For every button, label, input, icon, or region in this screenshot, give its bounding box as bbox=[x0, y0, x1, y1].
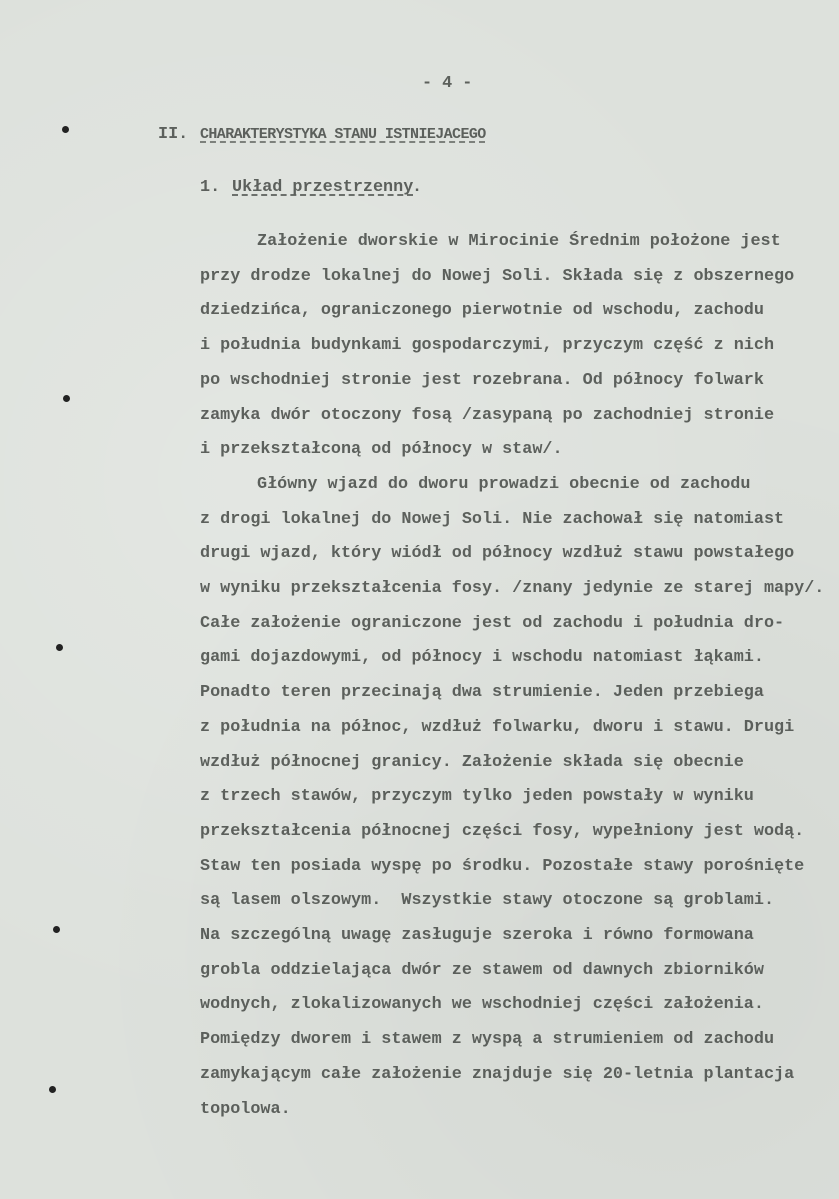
margin-mark bbox=[56, 644, 63, 651]
text-line: Założenie dworskie w Mirocinie Średnim położone jest bbox=[257, 232, 781, 251]
text-line: gami dojazdowymi, od północy i wschodu natomiast łąkami. bbox=[200, 648, 764, 668]
text-line: topolowa. bbox=[200, 1099, 291, 1119]
margin-mark bbox=[53, 926, 60, 933]
subsection-period: . bbox=[412, 178, 423, 197]
margin-mark bbox=[63, 395, 70, 402]
subsection-title: Układ przestrzenny bbox=[232, 178, 414, 197]
text-line: wodnych, zlokalizowanych we wschodniej części założenia. bbox=[200, 995, 764, 1015]
page-number: - 4 - bbox=[422, 74, 473, 93]
text-line: i południa budynkami gospodarczymi, przyczym część z nich bbox=[200, 336, 775, 356]
text-line: przekształcenia północnej części fosy, wypełniony jest wodą. bbox=[200, 821, 805, 841]
text-line: Ponadto teren przecinają dwa strumienie. Jeden przebiega bbox=[200, 683, 764, 703]
text-line: przy drodze lokalnej do Nowej Soli. Składa się z obszernego bbox=[200, 266, 795, 286]
subsection-number: 1. bbox=[200, 178, 221, 197]
text-line: zamyka dwór otoczony fosą /zasypaną po zachodniej stronie bbox=[200, 405, 775, 425]
text-line: po wschodniej stronie jest rozebrana. Od północy folwark bbox=[200, 370, 764, 390]
text-line: z trzech stawów, przyczym tylko jeden powstały w wyniku bbox=[200, 787, 754, 807]
text-line: w wyniku przekształcenia fosy. /znany jedynie ze starej mapy/. bbox=[200, 579, 825, 598]
section-number: II. bbox=[158, 125, 189, 144]
text-line: Pomiędzy dworem i stawem z wyspą a strumieniem od zachodu bbox=[200, 1030, 775, 1050]
text-line: dziedzińca, ograniczonego pierwotnie od wschodu, zachodu bbox=[200, 301, 764, 321]
text-line: Na szczególną uwagę zasługuje szeroka i równo formowana bbox=[200, 926, 754, 945]
text-line: Główny wjazd do dworu prowadzi obecnie od zachodu bbox=[257, 474, 751, 494]
text-line: Staw ten posiada wyspę po środku. Pozostałe stawy porośnięte bbox=[200, 856, 805, 876]
text-line: grobla oddzielająca dwór ze stawem od dawnych zbiorników bbox=[200, 960, 764, 980]
section-title: CHARAKTERYSTYKA STANU ISTNIEJACEGO bbox=[200, 126, 486, 143]
margin-mark bbox=[62, 126, 69, 133]
text-line: z południa na północ, wzdłuż folwarku, dworu i stawu. Drugi bbox=[200, 717, 795, 737]
margin-mark bbox=[49, 1086, 56, 1093]
text-line: drugi wjazd, który wiódł od północy wzdłuż stawu powstałego bbox=[200, 544, 795, 564]
text-line: są lasem olszowym. Wszystkie stawy otoczone są groblami. bbox=[200, 891, 775, 911]
text-line: i przekształconą od północy w staw/. bbox=[200, 440, 563, 460]
text-line: z drogi lokalnej do Nowej Soli. Nie zachował się natomiast bbox=[200, 509, 785, 529]
text-line: Całe założenie ograniczone jest od zachodu i południa dro- bbox=[200, 613, 785, 633]
text-line: wzdłuż północnej granicy. Założenie składa się obecnie bbox=[200, 752, 744, 772]
text-line: zamykającym całe założenie znajduje się 20-letnia plantacja bbox=[200, 1064, 795, 1084]
